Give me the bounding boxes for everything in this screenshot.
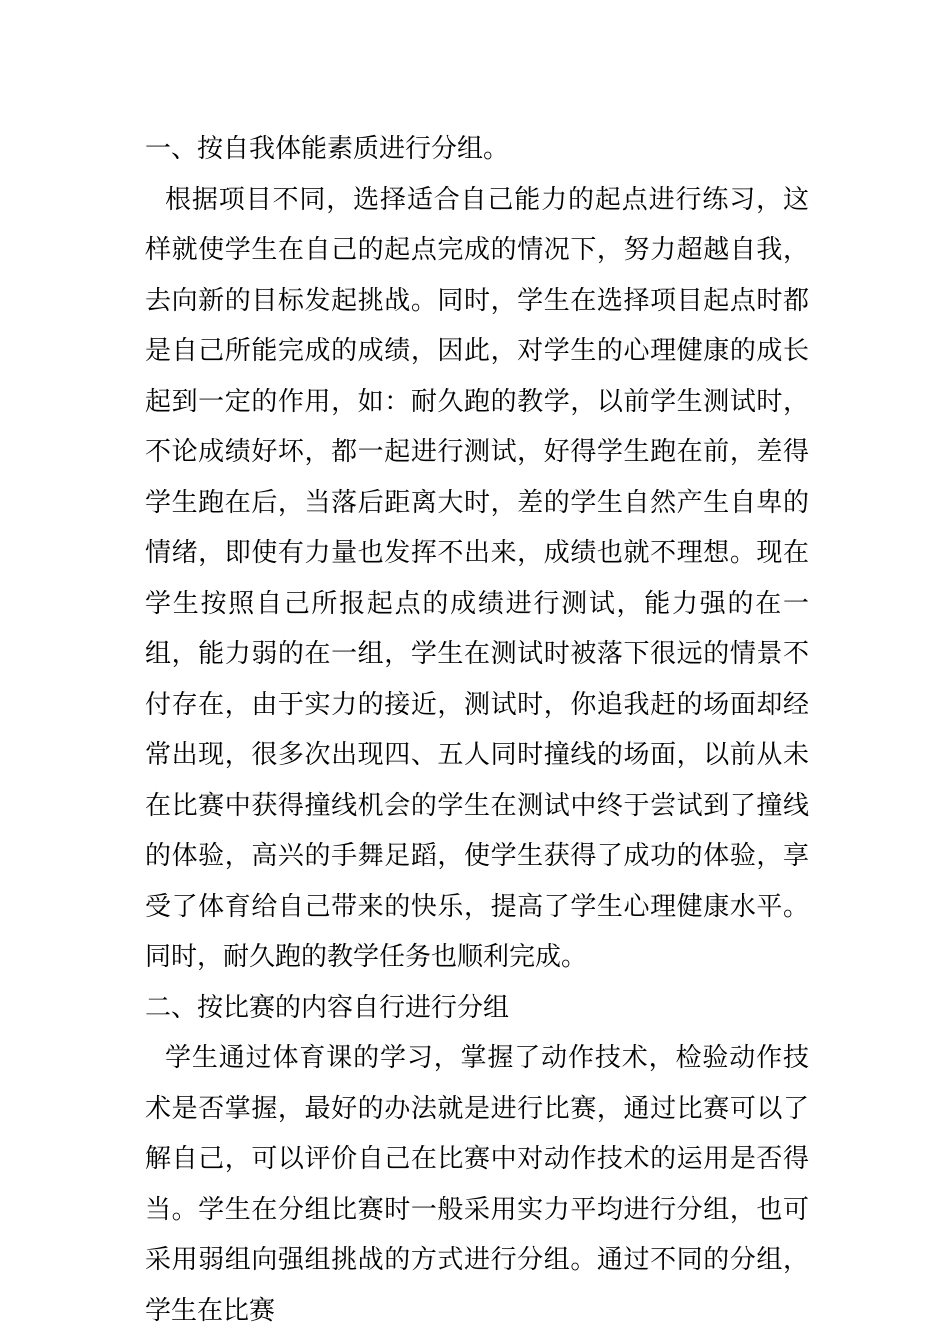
document-body — [145, 124, 809, 1336]
section-2-paragraph: 学生通过体育课的学习，掌握了动作技术，检验动作技术是否掌握，最好的办法就是进行比赛，通过比赛可以了解自己，可以评价自己在比赛中对动作技术的运用是否得当。学生在分组比赛时一般采用实力平均进行分组，也可采用弱组向强组挑战的方式进行分组。通过不同的分组，学生在比赛 — [145, 1043, 809, 1326]
section-2-heading: 二、按比赛的内容自行进行分组 — [145, 992, 510, 1023]
section-1-heading: 一、按自我体能素质进行分组。 — [145, 134, 510, 164]
section-1-paragraph: 根据项目不同，选择适合自己能力的起点进行练习，这样就使学生在自己的起点完成的情况下，努力超越自我，去向新的目标发起挑战。同时，学生在选择项目起点时都是自己所能完成的成绩，因此，对学生的心理健康的成长起到一定的作用，如：耐久跑的教学，以前学生测试时，不论成绩好坏，都一起进行测试，好得学生跑在前，差得学生跑在后，当落后距离大时，差的学生自然产生自卑的情绪，即使有力量也发挥不出来，成绩也就不理想。现在学生按照自己所报起点的成绩进行测试，能力强的在一组，能力弱的在一组，学生在测试时被落下很远的情景不付存在，由于实力的接近，测试时，你追我赶的场面却经常出现，很多次出现四、五人同时撞线的场面，以前从未在比赛中获得撞线机会的学生在测试中终于尝试到了撞线的体验，高兴的手舞足蹈，使学生获得了成功的体验，享受了体育给自己带来的快乐，提高了学生心理健康水平。同时，耐久跑的教学任务也顺利完成。 — [145, 184, 809, 972]
